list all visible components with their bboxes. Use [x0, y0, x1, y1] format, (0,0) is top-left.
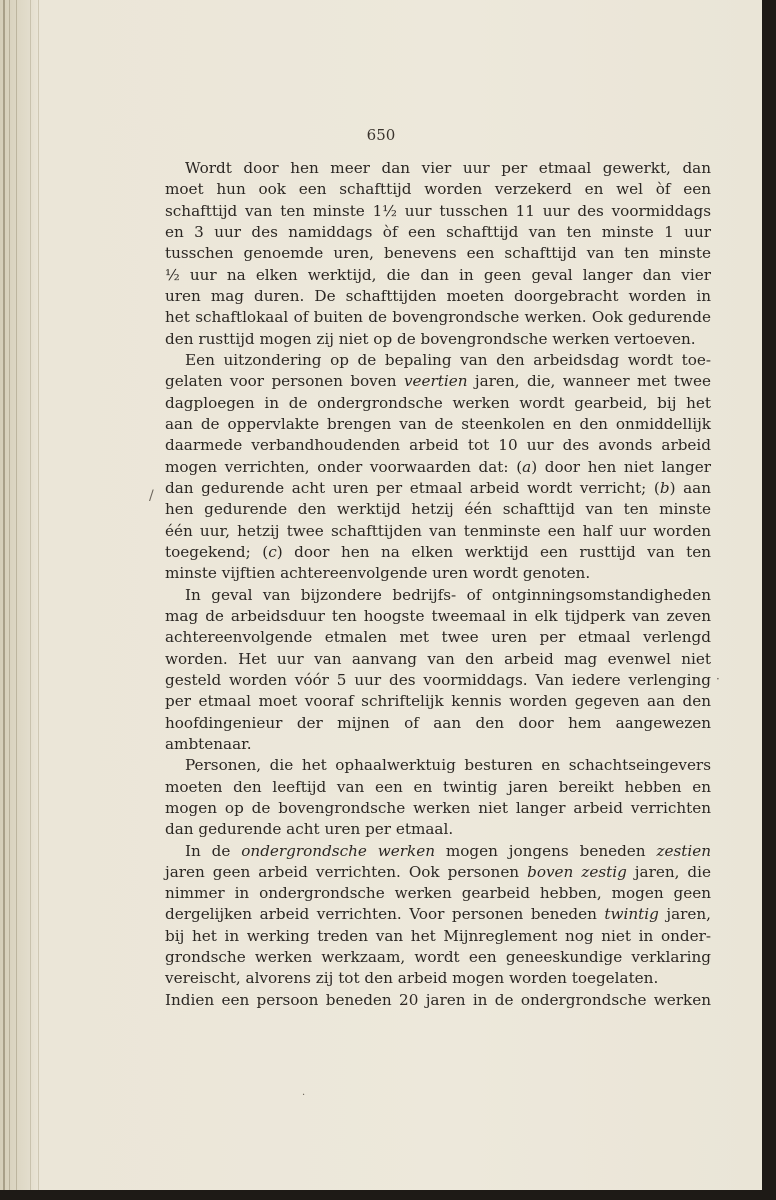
text-span: mag de arbeidsduur ten hoogste tweemaal in elk tijdperk van zeven [165, 606, 711, 625]
binding-edge [30, 0, 31, 1190]
text-line [165, 286, 711, 307]
text-line [165, 563, 711, 584]
text-line [165, 499, 711, 520]
margin-mark: · [716, 672, 720, 686]
text-line [165, 947, 711, 968]
italic-text: veertien [403, 372, 468, 391]
text-line [165, 158, 711, 179]
text-span: Een uitzondering op de bepaling van den arbeidsdag wordt toe- [185, 350, 711, 369]
text-span: grondsche werken werkzaam, wordt een geneeskundige verklaring [165, 948, 711, 967]
binding-edge [3, 0, 5, 1190]
text-line [165, 350, 711, 371]
binding-edge [9, 0, 10, 1190]
text-span: gelaten voor personen boven [165, 372, 404, 391]
text-span: uren mag duren. De schafttijden moeten doorgebracht worden in [165, 286, 711, 305]
text-span: ) door hen na elken werktijd een rusttijd van ten [276, 542, 711, 561]
margin-mark: / [149, 488, 154, 504]
binding-edge [16, 0, 17, 1190]
text-line [165, 968, 711, 989]
text-line [165, 755, 711, 776]
text-line [165, 883, 711, 904]
text-line [165, 585, 711, 606]
text-span: één uur, hetzij twee schafttijden van tenminste een half uur worden [165, 521, 711, 540]
text-span: moeten den leeftijd van een en twintig jaren bereikt hebben en [165, 777, 711, 796]
text-line [165, 265, 711, 286]
text-line [165, 649, 711, 670]
body-text [165, 158, 711, 1011]
text-span: schafttijd van ten minste 1½ uur tusschen 11 uur des voormiddags [165, 201, 711, 220]
text-line [165, 862, 711, 883]
text-span: en 3 uur des namiddags òf een schafttijd van ten minste 1 uur [165, 222, 711, 241]
text-line [165, 542, 711, 563]
text-line [165, 435, 711, 456]
text-line [165, 819, 711, 840]
italic-text: a [522, 457, 532, 476]
text-span: dergelijken arbeid verrichten. Voor personen beneden [165, 905, 605, 924]
text-span: jaren, die [626, 862, 711, 881]
text-span: daarmede verbandhoudenden arbeid tot 10 uur des avonds arbeid [165, 436, 711, 455]
text-span: In geval van bijzondere bedrijfs- of ontginningsomstandigheden [185, 585, 711, 604]
text-line [165, 691, 711, 712]
text-span: ambtenaar. [165, 734, 252, 753]
binding-edge [38, 0, 39, 1190]
text-line [165, 478, 711, 499]
text-span: minste vijftien achtereenvolgende uren wordt genoten. [165, 564, 591, 583]
text-line [165, 734, 711, 755]
text-span: mogen jongens beneden [434, 841, 657, 860]
text-line [165, 990, 711, 1011]
text-line [165, 777, 711, 798]
text-line [165, 926, 711, 947]
text-span: dagploegen in de ondergrondsche werken wordt gearbeid, bij het [165, 393, 711, 412]
text-line [165, 414, 711, 435]
text-span: achtereenvolgende etmalen met twee uren per etmaal verlengd [165, 628, 711, 647]
text-line [165, 222, 711, 243]
text-line [165, 670, 711, 691]
page-number: 650 [366, 126, 396, 144]
text-span: In de [185, 841, 242, 860]
text-span: nimmer in ondergrondsche werken gearbeid hebben, mogen geen [165, 884, 711, 903]
text-line [165, 457, 711, 478]
text-span: per etmaal moet vooraf schriftelijk kennis worden gegeven aan den [165, 692, 711, 711]
text-line [165, 606, 711, 627]
text-span: ) door hen niet langer [531, 457, 711, 476]
text-span: toegekend; ( [165, 542, 269, 561]
italic-text: ondergrondsche werken [241, 841, 435, 860]
text-line [165, 243, 711, 264]
text-span: bij het in werking treden van het Mijnreglement nog niet in onder- [165, 926, 711, 945]
text-span: aan de oppervlakte brengen van de steenkolen en den onmiddellijk [165, 414, 711, 433]
text-line [165, 713, 711, 734]
text-line [165, 627, 711, 648]
text-span: jaren geen arbeid verrichten. Ook personen [165, 862, 528, 881]
text-line [165, 521, 711, 542]
text-span: jaren, [658, 905, 711, 924]
text-span: den rusttijd mogen zij niet op de bovengrondsche werken vertoeven. [165, 329, 696, 348]
italic-text: b [659, 478, 670, 497]
text-line [165, 201, 711, 222]
text-span: dan gedurende acht uren per etmaal arbeid wordt verricht; ( [165, 478, 660, 497]
text-span: moet hun ook een schafttijd worden verzekerd en wel òf een [165, 180, 711, 199]
text-span: ) aan [669, 478, 711, 497]
text-span: Wordt door hen meer dan vier uur per etmaal gewerkt, dan [185, 159, 711, 177]
text-line [165, 904, 711, 925]
italic-text: boven zestig [527, 862, 627, 881]
text-line [165, 841, 711, 862]
text-line [165, 307, 711, 328]
text-span: Indien een persoon beneden 20 jaren in de ondergrondsche werken [165, 990, 711, 1009]
text-span: dan gedurende acht uren per etmaal. [165, 820, 454, 839]
text-span: Personen, die het ophaalwerktuig besturen en schachtseingevers [185, 756, 711, 775]
text-line [165, 393, 711, 414]
italic-text: zestien [656, 841, 711, 860]
margin-mark: · [302, 1090, 306, 1101]
text-line [165, 329, 711, 350]
text-span: hen gedurende den werktijd hetzij één schafttijd van ten minste [165, 500, 711, 519]
text-line [165, 798, 711, 819]
text-line [165, 371, 711, 392]
text-span: het schaftlokaal of buiten de bovengrondsche werken. Ook gedurende [165, 308, 711, 327]
text-span: ½ uur na elken werktijd, die dan in geen geval langer dan vier [165, 265, 711, 284]
text-line [165, 179, 711, 200]
text-span: hoofdingenieur der mijnen of aan den door hem aangewezen [165, 713, 711, 732]
text-span: jaren, die, wanneer met twee [467, 372, 711, 391]
text-span: mogen op de bovengrondsche werken niet langer arbeid verrichten [165, 798, 711, 817]
text-span: worden. Het uur van aanvang van den arbeid mag evenwel niet [165, 649, 711, 668]
text-span: vereischt, alvorens zij tot den arbeid mogen worden toegelaten. [165, 969, 659, 988]
text-span: gesteld worden vóór 5 uur des voormiddags. Van iedere verlenging [165, 670, 711, 689]
italic-text: twintig [604, 905, 659, 924]
italic-text: c [268, 542, 277, 561]
text-span: tusschen genoemde uren, benevens een schafttijd van ten minste [165, 244, 711, 263]
text-span: mogen verrichten, onder voorwaarden dat: ( [165, 457, 523, 476]
